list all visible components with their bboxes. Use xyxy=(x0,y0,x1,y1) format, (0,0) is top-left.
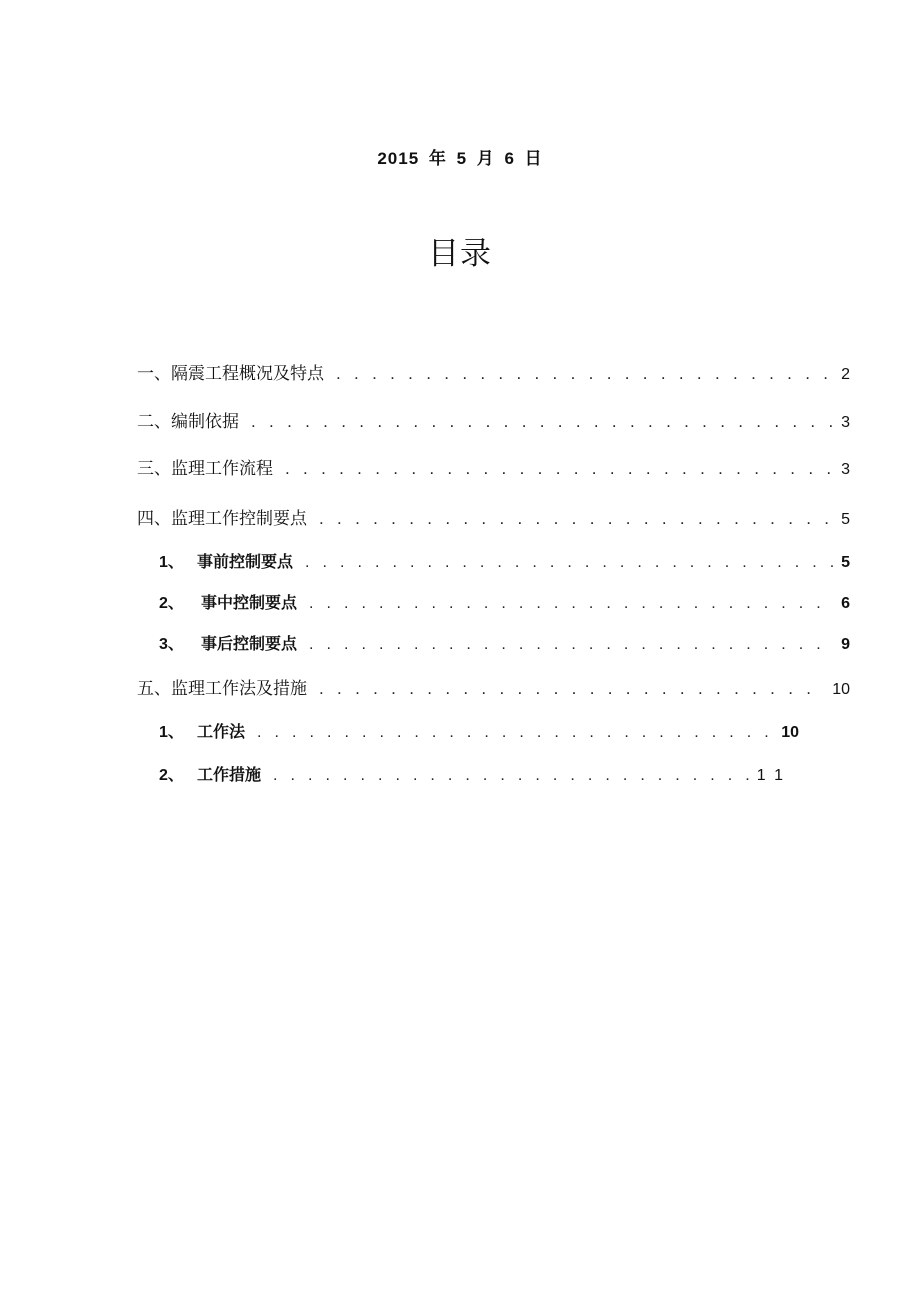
toc-entry-label: 三、监理工作流程 xyxy=(137,459,273,479)
toc-entry-label: 事后控制要点 xyxy=(201,634,298,653)
toc-page-number: 5 xyxy=(841,554,850,571)
toc-subentry[interactable] xyxy=(159,590,850,618)
toc-subentry[interactable] xyxy=(159,549,850,577)
toc-entry-label: 事前控制要点 xyxy=(197,552,294,571)
toc-page-number: 10 xyxy=(781,724,799,741)
toc-leader-dots xyxy=(309,636,833,654)
toc-title: 目录 xyxy=(428,236,492,272)
toc-page-number: 3 xyxy=(841,414,850,431)
toc-leader-dots xyxy=(336,364,833,384)
toc-page-number: 6 xyxy=(841,595,850,612)
toc-leader-dots xyxy=(305,554,833,572)
toc-page-number: 5 xyxy=(841,511,850,528)
toc-entry[interactable] xyxy=(137,454,850,482)
toc-subentry[interactable] xyxy=(159,762,785,790)
toc-leader-dots xyxy=(257,724,773,742)
toc-entry-label: 一、隔震工程概况及特点 xyxy=(137,364,324,384)
toc-leader-dots xyxy=(309,595,833,613)
document-date: 2015 年 5 月 6 日 xyxy=(377,149,543,168)
toc-entry[interactable] xyxy=(137,674,850,702)
toc-subentry-number: 1、 xyxy=(159,554,184,571)
toc-entry-label: 二、编制依据 xyxy=(137,412,239,432)
toc-entry-label: 工作法 xyxy=(197,722,246,741)
toc-entry[interactable] xyxy=(137,359,850,387)
toc-leader-dots xyxy=(273,767,755,785)
toc-leader-dots xyxy=(251,412,833,432)
toc-subentry-number: 1、 xyxy=(159,724,184,741)
toc-leader-dots xyxy=(319,509,833,529)
toc-entry-label: 五、监理工作法及措施 xyxy=(137,679,307,699)
toc-page-number: 9 xyxy=(841,636,850,653)
toc-entry[interactable] xyxy=(137,504,850,532)
toc-entry[interactable] xyxy=(137,407,850,435)
toc-leader-dots xyxy=(285,459,833,479)
toc-page-number: 10 xyxy=(832,681,850,698)
toc-page-number: 1 1 xyxy=(756,767,785,784)
toc-subentry[interactable] xyxy=(159,631,850,659)
toc-page-number: 3 xyxy=(841,461,850,478)
toc-entry-label: 四、监理工作控制要点 xyxy=(137,509,307,529)
toc-entry-label: 工作措施 xyxy=(197,765,262,784)
toc-subentry-number: 2、 xyxy=(159,595,184,612)
toc-subentry-number: 3、 xyxy=(159,636,184,653)
toc-subentry[interactable] xyxy=(159,719,799,747)
toc-subentry-number: 2、 xyxy=(159,767,184,784)
toc-page-number: 2 xyxy=(841,366,850,383)
toc-leader-dots xyxy=(319,679,824,699)
toc-entry-label: 事中控制要点 xyxy=(201,593,298,612)
